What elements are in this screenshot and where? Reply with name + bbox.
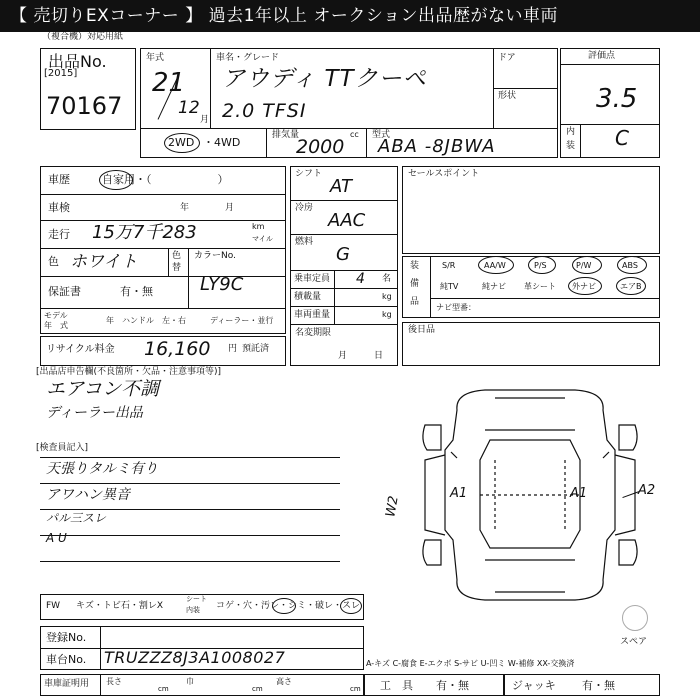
equip-navi: 純ナビ: [482, 282, 506, 291]
equip-pw: P/W: [576, 261, 592, 270]
equip-abs: ABS: [622, 261, 638, 270]
mark-right-side: A2: [638, 483, 656, 498]
inspector-note-1: 天張りタルミ有り: [46, 461, 158, 477]
mileage-label: 走行: [48, 228, 70, 241]
seat-label-1: シート: [186, 595, 207, 603]
mileage-unit-mile: マイル: [252, 235, 273, 243]
equip-ext-navi: 外ナビ: [572, 282, 596, 291]
name-change-units: 月 日: [338, 351, 384, 361]
chassis-number: TRUZZZ8J3A1008027: [104, 648, 286, 667]
seat-text: コゲ・穴・汚レ・シミ・破レ・スレ: [216, 601, 361, 611]
vehicle-grade: 2.0 TFSI: [222, 100, 307, 122]
year-month: 12: [178, 98, 200, 118]
exhibitor-note-1: エアコン不調: [46, 378, 160, 400]
jack-label: ジャッキ: [512, 679, 556, 692]
cert-cm-1: cm: [158, 685, 169, 693]
score-interior: C: [615, 126, 629, 150]
month-unit: 月: [200, 115, 210, 125]
spare-circle: [622, 605, 648, 631]
recycle-amount: 16,160: [144, 338, 211, 360]
dealer-label: ディーラー・並行: [210, 316, 274, 325]
warranty-options: 有・無: [120, 285, 153, 298]
load-unit: kg: [382, 292, 392, 301]
cert-long: 長さ: [106, 677, 122, 686]
equip-ps: P/S: [534, 261, 547, 270]
recycle-note: 預託済: [242, 344, 270, 354]
equipment-label-2: 備: [410, 279, 420, 289]
capacity-unit: 名: [382, 274, 392, 284]
fw-label: FW: [46, 601, 61, 611]
inspection-units: 年 月: [180, 203, 235, 213]
cert-height: 高さ: [276, 677, 292, 686]
drive-2wd: 2WD: [168, 136, 195, 149]
tools-label: 工 具: [380, 679, 413, 692]
cert-label: 車庫証明用: [44, 679, 90, 689]
post-loaded-box: [402, 322, 660, 366]
chassis-label: 車台No.: [46, 653, 87, 666]
lot-year-tag: [2015]: [44, 68, 78, 79]
circle-aaw: [478, 256, 514, 274]
recycle-unit: 円: [228, 344, 238, 354]
model: ABA -8JBWA: [378, 136, 496, 157]
sales-point-box: [402, 166, 660, 254]
mark-left-side: W2: [383, 494, 402, 519]
header-title: 【 売切りEXコーナー 】 過去1年以上 オークション出品歴がない車両: [10, 6, 558, 26]
inspector-note-3: パル三スレ: [46, 511, 107, 525]
repaint-label-2: 替: [172, 263, 182, 273]
name-label: 車名・グレード: [216, 53, 280, 63]
cert-width: 巾: [186, 677, 194, 686]
subheader: （複合機）対応用紙: [42, 32, 124, 42]
jack-options: 有・無: [582, 679, 615, 692]
mileage: 15万7千283: [92, 222, 197, 243]
fuel-value: G: [336, 244, 350, 265]
fw-text: キズ・トビ石・割レX: [76, 601, 163, 611]
mileage-unit-km: km: [252, 222, 265, 231]
displacement-label: 排気量: [272, 130, 300, 140]
model-year-unit: 年: [106, 316, 114, 325]
handle-label: ハンドル 左・右: [122, 316, 186, 325]
equip-sr: S/R: [442, 261, 456, 270]
equipment-label-3: 品: [410, 297, 420, 307]
lot-label: 出品No.: [48, 52, 107, 71]
door-label: ドア: [498, 53, 516, 63]
circle-pw: [572, 256, 602, 274]
shift-label: シフト: [295, 169, 323, 179]
post-loaded-label: 後日品: [408, 325, 436, 335]
exhibitor-notes-label: [出品店申告欄(不良箇所・欠品・注意事項等)]: [36, 367, 222, 377]
shift-value: AT: [330, 176, 352, 197]
circle-ext-navi: [568, 277, 602, 295]
reg-label: 登録No.: [46, 631, 87, 644]
lot-number: 70167: [46, 92, 123, 120]
repaint-label-1: 色: [172, 251, 182, 261]
cert-cm-2: cm: [252, 685, 263, 693]
equip-aaw: AA/W: [484, 261, 506, 270]
displacement: 2000: [296, 136, 345, 158]
body-label: 形状: [498, 91, 517, 101]
equip-tv: 純TV: [440, 282, 459, 291]
cert-cm-3: cm: [350, 685, 361, 693]
inspector-notes-label: [検査員記入]: [36, 443, 89, 453]
equip-leather: 革シート: [524, 282, 556, 291]
year-label: 年式: [146, 53, 165, 63]
interior-label-1: 内: [566, 127, 576, 137]
ac-label: 冷房: [295, 203, 314, 213]
interior-label-2: 装: [566, 141, 576, 151]
spare-label: スペア: [620, 637, 648, 647]
weight-label: 車両重量: [294, 310, 331, 320]
name-change-label: 名変期限: [295, 328, 332, 338]
equip-airbag: エアB: [620, 282, 642, 291]
mark-right-panel: A1: [570, 486, 588, 501]
drive-4wd: ・4WD: [203, 136, 241, 149]
sales-point-label: セールスポイント: [408, 169, 480, 179]
score-exterior: 3.5: [596, 84, 638, 114]
capacity-label: 乗車定員: [294, 274, 331, 284]
circle-stain: [272, 598, 296, 614]
mark-left-panel: A1: [450, 486, 468, 501]
seat-label-2: 内装: [186, 606, 200, 614]
fuel-label: 燃料: [295, 237, 314, 247]
warranty-label: 保証書: [48, 285, 81, 298]
inspector-note-2: アワハン異音: [46, 487, 130, 503]
history-options: 自家用・（ ）: [102, 173, 229, 186]
color-label: 色: [48, 255, 59, 268]
recycle-label: リサイクル料金: [46, 344, 115, 355]
inspector-note-4: A U: [46, 531, 67, 545]
score-label: 評価点: [588, 51, 616, 61]
exhibitor-note-2: ディーラー出品: [46, 405, 143, 421]
capacity-value: 4: [356, 271, 365, 287]
color-no: LY9C: [200, 274, 244, 295]
model-year-label-2: 年 式: [44, 321, 68, 330]
circle-ps: [528, 256, 556, 274]
weight-unit: kg: [382, 310, 392, 319]
color-no-label: カラーNo.: [194, 251, 236, 261]
load-label: 積載量: [294, 292, 322, 302]
ac-value: AAC: [328, 210, 366, 231]
circle-airbag: [616, 277, 646, 295]
equipment-label-1: 装: [410, 261, 420, 271]
displacement-unit: cc: [350, 130, 359, 139]
tools-options: 有・無: [436, 679, 469, 692]
model-year-label-1: モデル: [44, 311, 68, 320]
inspection-label: 車検: [48, 201, 70, 214]
color-value: ホワイト: [70, 252, 138, 272]
year-era: 21: [152, 68, 186, 98]
circle-abs: [617, 256, 647, 274]
navi-label: ナビ型番：: [436, 303, 476, 312]
history-label: 車歴: [48, 173, 70, 186]
model-label: 型式: [372, 130, 391, 140]
circle-scuff: [340, 598, 362, 614]
vehicle-name: アウディ TTクーペ: [222, 66, 427, 92]
damage-legend: A-キズ C-腐食 E-エクボ S-サビ U-凹ミ W-補修 XX-交換済: [366, 659, 575, 668]
page-header: [0, 0, 700, 32]
